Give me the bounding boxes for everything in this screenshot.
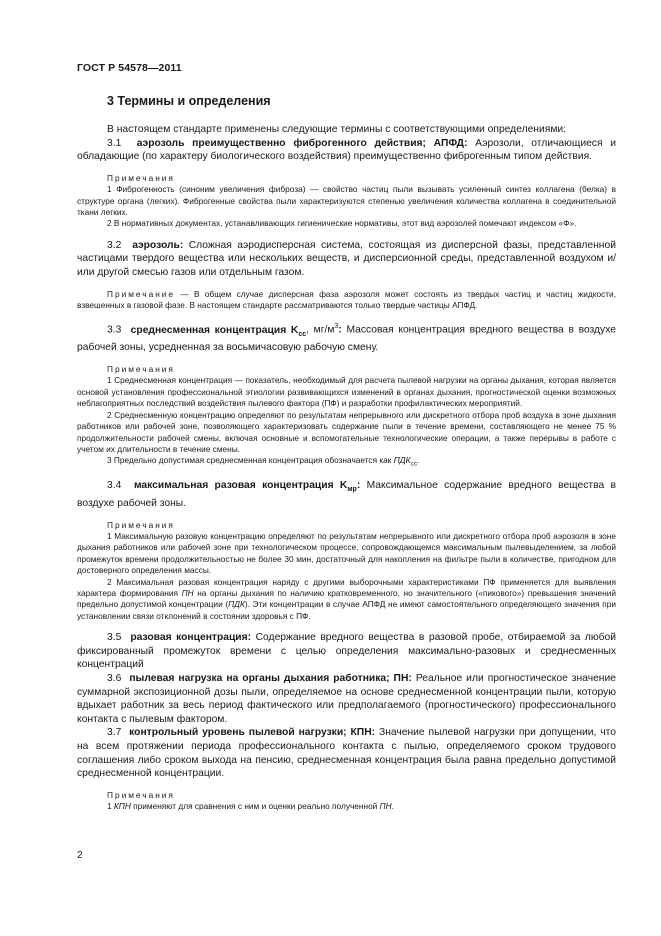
note-subscript: сс <box>410 460 417 468</box>
term-name: контрольный уровень пылевой нагрузки; КПН: <box>129 727 376 739</box>
term-3-6 <box>77 672 616 726</box>
note-period: . <box>417 455 420 466</box>
term-number: 3.7 <box>107 727 122 739</box>
note-text: — В общем случае дисперсная фаза аэрозоля может состоять из твердых частиц и частиц жидкости, взвешенных в газовой фазе. В настоящем стандарте рассматриваются только твердые частицы АПФД. <box>77 288 616 310</box>
term-subscript: мр <box>347 486 357 494</box>
notes-label: Примечания <box>107 172 175 183</box>
note-label: Примечание <box>107 288 176 299</box>
term-3-2 <box>77 239 616 280</box>
note-symbol: ПДК <box>393 455 411 466</box>
page-number: 2 <box>77 850 83 861</box>
term-name-text: среднесменная концентрация K <box>130 324 299 336</box>
term-3-1 <box>77 137 616 164</box>
term-definition: Значение пылевой нагрузки при допущении, что на всем протяжении периода профессионального контакта с пылью, определяемого сроком трудового соглашения либо сроком выхода на пенсию, среднесменная концентрация была равна предельно допустимой среднесменной концентрации. <box>77 727 616 780</box>
note-text: ). Эти концентрации в случае АПФД не имеют самостоятельного определяющего значения при установлении связи отклонений в состоянии здоровья с ПФ. <box>77 599 616 621</box>
note-3-2 <box>77 289 616 312</box>
term-number: 3.1 <box>107 137 122 149</box>
notes-label: Примечания <box>107 789 175 800</box>
note-3-1-2: 2 В нормативных документах, устанавливающих гигиенические нормативы, этот вид аэрозолей помечают индексом «Ф». <box>107 218 577 229</box>
notes-label: Примечания <box>107 519 175 530</box>
note-3-4-1: 1 Максимальную разовую концентрацию определяют по результатам непрерывного или дискретного отбора проб аэрозоля в зоне дыхания работников или рабочей зоне при технологическом процессе, сопровождающемся максимальным пылевыделением, за любой промежуток времени продолжительностью не более 30 мин, достаточный для накопления на фильтре пыли в количестве, пригодном для достоверного определения массы. <box>77 531 616 576</box>
term-definition: Максимальное содержание вредного вещества в воздухе рабочей зоны. <box>77 480 616 510</box>
note-text: 2 Максимальная разовая концентрация наряду с другими выборочными характеристиками ПФ применяется для выявления характера формирования <box>77 576 616 599</box>
note-symbol: ПН <box>181 588 194 599</box>
term-name-text: максимальная разовая концентрация K <box>133 480 348 492</box>
term-number: 3.3 <box>107 324 122 336</box>
term-name: аэрозоль: <box>132 239 184 251</box>
term-colon: : <box>356 480 361 492</box>
note-text: на органы дыхания по наличию кратковременного, но значительного («пикового») превышения значений предельно допустимой концентрации ( <box>77 588 616 610</box>
note-3-3-3 <box>77 455 616 470</box>
notes-label: Примечания <box>107 364 175 375</box>
term-number: 3.5 <box>107 632 122 644</box>
term-colon: : <box>338 324 342 336</box>
term-number: 3.4 <box>107 480 122 492</box>
term-3-5 <box>77 631 616 672</box>
term-definition: Аэрозоли, отличающиеся и обладающие (по характеру биологического воздействия) преимущественно фиброгенным типом действия. <box>77 137 616 163</box>
note-symbol: ПН <box>379 801 392 812</box>
note-3-1-1: 1 Фиброгенность (синоним увеличения фиброза) — свойство частиц пыли вызывать усиленный синтез коллагена (белка) в структуре органа (легких). Фиброгенные свойства пыли характеризуются степенью увеличения количества коллагена в соединительной ткани легких. <box>77 184 616 217</box>
note-period: . <box>391 801 394 812</box>
term-definition: Реальное или прогностическое значение суммарной экспозиционной дозы пыли, определяемое на основе среднесменной концентрации пыли, которую вдыхает работник за весь период фактического или предполагаемого (прогностического) профессионального контакта с пылевым фактором. <box>77 673 616 725</box>
document-body <box>77 123 616 813</box>
term-definition: Массовая концентрация вредного вещества в воздухе рабочей зоны, усредненная за восьмичасовую рабочую смену. <box>77 324 616 354</box>
document-header: ГОСТ Р 54578—2011 <box>77 62 182 74</box>
note-3-7-1 <box>77 801 616 812</box>
note-symbol: КПН <box>113 801 131 812</box>
term-name: пылевая нагрузка на органы дыхания работника; ПН: <box>129 673 412 685</box>
term-subscript: сс <box>298 330 307 338</box>
term-number: 3.2 <box>107 239 122 251</box>
term-3-4 <box>77 479 616 510</box>
term-definition: Сложная аэродисперсная система, состоящая из дисперсной фазы, представленной частицами твердого вещества или нескольких веществ, и дисперсионной среды, представленной воздухом и/или другой смесью газов или отдельным газом. <box>77 239 616 278</box>
term-definition: Содержание вредного вещества в разовой пробе, отбираемой за любой фиксированный промежуток времени с целью определения максимально-разовых и среднесменных концентраций <box>77 632 616 671</box>
note-3-3-2: 2 Среднесменную концентрацию определяют по результатам непрерывного или дискретного отбора проб воздуха в зоне дыхания работников или рабочей зоне, позволяющего характеризовать содержание пыли в течение времени, составляющего не менее 75 % продолжительности рабочей смены, включая основные и вспомогательные технологические операции, а также перерывы в работе с учетом их длительности в течение смены. <box>77 409 616 454</box>
term-unit: , мг/м <box>306 324 335 336</box>
note-3-4-2 <box>77 577 616 623</box>
term-name <box>133 480 361 494</box>
term-name <box>131 325 306 336</box>
section-title: 3 Термины и определения <box>107 94 271 108</box>
note-symbol: ПДК <box>228 599 245 610</box>
term-number: 3.6 <box>107 673 122 685</box>
term-3-3 <box>77 320 616 355</box>
note-3-3-1: 1 Среднесменная концентрация — показатель, необходимый для расчета пылевой нагрузки на органы дыхания, которая является основой установления профессиональной этиологии развивающихся изменений в органах дыхания, прогностической оценки возможных неблагоприятных последствий воздействия пылевого фактора (ПФ) и разработки профилактических мероприятий. <box>77 375 616 409</box>
term-name: аэрозоль преимущественно фиброгенного действия; АПФД: <box>136 137 468 149</box>
note-text: 1 <box>107 801 114 812</box>
term-superscript: 3 <box>334 323 339 331</box>
intro-paragraph: В настоящем стандарте применены следующие термины с соответствующими определениями: <box>107 124 567 135</box>
note-text: 3 Предельно допустимая среднесменная концентрация обозначается как <box>107 455 394 466</box>
note-text: применяют для сравнения с ним и оценки реально полученной <box>130 801 380 812</box>
term-name: разовая концентрация: <box>130 632 252 644</box>
term-3-7 <box>77 726 616 780</box>
